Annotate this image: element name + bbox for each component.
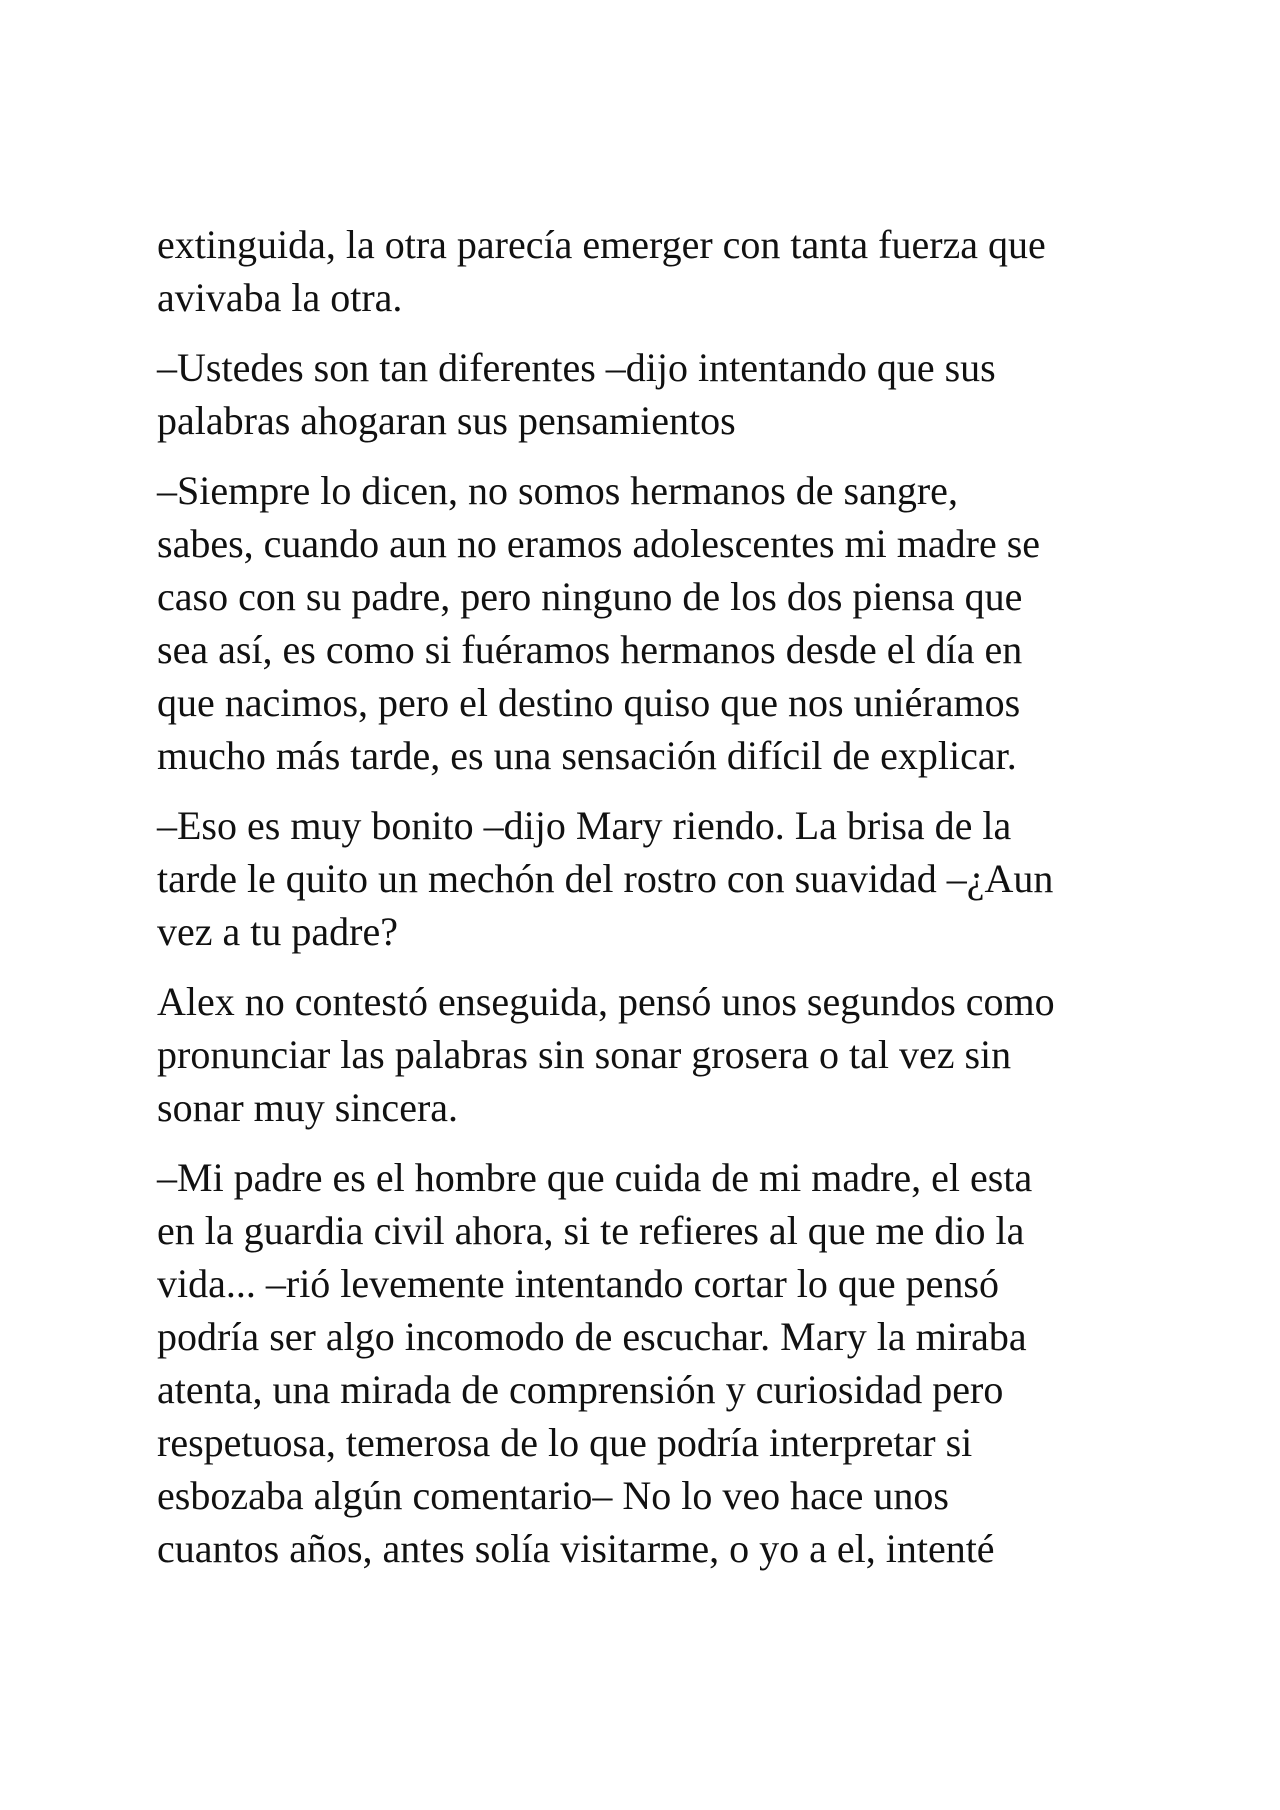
paragraph — [157, 799, 1157, 958]
text-line: en la guardia civil ahora, si te refieres al que me dio la — [157, 1208, 1025, 1253]
paragraph — [157, 464, 1157, 782]
text-line: vida... –rió levemente intentando cortar lo que pensó — [157, 1261, 999, 1306]
text-line: que nacimos, pero el destino quiso que nos uniéramos — [157, 680, 1021, 725]
text-line: vez a tu padre? — [157, 909, 398, 954]
text-line: –Siempre lo dicen, no somos hermanos de sangre, — [157, 468, 958, 513]
text-line: sabes, cuando aun no eramos adolescentes mi madre se — [157, 521, 1041, 566]
text-line: sonar muy sincera. — [157, 1085, 459, 1130]
text-line: mucho más tarde, es una sensación difícil de explicar. — [157, 733, 1017, 778]
text-line: extinguida, la otra parecía emerger con tanta fuerza que — [157, 222, 1046, 267]
paragraph — [157, 975, 1157, 1134]
text-line: respetuosa, temerosa de lo que podría interpretar si — [157, 1420, 973, 1465]
text-line: –Mi padre es el hombre que cuida de mi madre, el esta — [157, 1155, 1033, 1200]
text-line: podría ser algo incomodo de escuchar. Mary la miraba — [157, 1314, 1027, 1359]
text-line: cuantos años, antes solía visitarme, o yo a el, intenté — [157, 1526, 995, 1571]
text-line: esbozaba algún comentario– No lo veo hace unos — [157, 1473, 949, 1518]
body-text — [157, 218, 1157, 1592]
text-line: –Eso es muy bonito –dijo Mary riendo. La brisa de la — [157, 803, 1012, 848]
text-line: caso con su padre, pero ninguno de los dos piensa que — [157, 574, 1023, 619]
text-line: pronunciar las palabras sin sonar grosera o tal vez sin — [157, 1032, 1012, 1077]
text-line: atenta, una mirada de comprensión y curiosidad pero — [157, 1367, 1004, 1412]
text-line: sea así, es como si fuéramos hermanos desde el día en — [157, 627, 1023, 672]
text-line: tarde le quito un mechón del rostro con suavidad –¿Aun — [157, 856, 1054, 901]
paragraph — [157, 1151, 1157, 1575]
text-line: Alex no contestó enseguida, pensó unos segundos como — [157, 979, 1055, 1024]
paragraph — [157, 218, 1157, 324]
text-line: palabras ahogaran sus pensamientos — [157, 398, 736, 443]
paragraph — [157, 341, 1157, 447]
text-line: –Ustedes son tan diferentes –dijo intentando que sus — [157, 345, 996, 390]
text-line: avivaba la otra. — [157, 275, 403, 320]
